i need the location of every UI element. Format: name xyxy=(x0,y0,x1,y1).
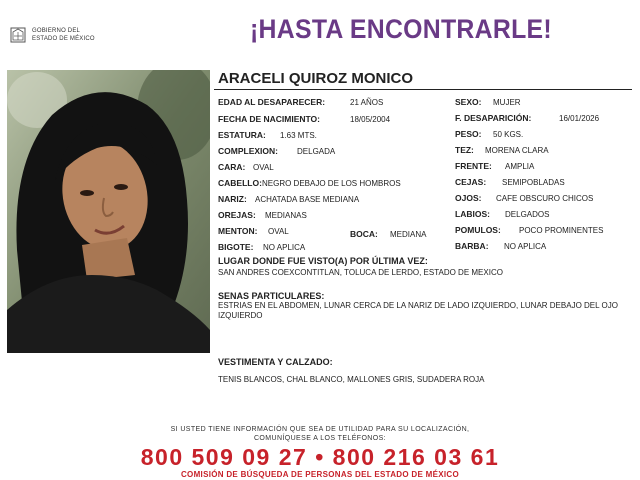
field-label-face: CARA: xyxy=(218,162,246,172)
field-label-mustache: BIGOTE: xyxy=(218,242,254,252)
field-label-lips: LABIOS: xyxy=(455,209,490,219)
field-value-disappearance-date: 16/01/2026 xyxy=(559,114,600,123)
distinguishing-marks-text: ESTRIAS EN EL ABDOMEN, LUNAR CERCA DE LA NARIZ DE LADO IZQUIERDO, LUNAR DEBAJO DEL OJO IZQUIERDO xyxy=(218,301,618,320)
person-name: ARACELI QUIROZ MONICO xyxy=(218,70,413,87)
state-emblem-icon xyxy=(8,24,28,46)
missing-person-photo xyxy=(7,70,210,353)
clothing-heading: VESTIMENTA Y CALZADO: xyxy=(218,357,333,367)
field-label-chin: MENTON: xyxy=(218,226,258,236)
field-label-weight: PESO: xyxy=(455,129,482,139)
government-logo xyxy=(8,24,118,46)
last-seen-heading: LUGAR DONDE FUE VISTO(A) POR ÚLTIMA VEZ: xyxy=(218,256,428,266)
name-underline xyxy=(214,89,632,90)
field-value-mustache: NO APLICA xyxy=(263,243,306,252)
field-label-birthdate: FECHA DE NACIMIENTO: xyxy=(218,114,320,124)
info-line-1: SI USTED TIENE INFORMACIÓN QUE SEA DE UTILIDAD PARA SU LOCALIZACIÓN, xyxy=(170,426,470,433)
distinguishing-marks-heading: SENAS PARTICULARES: xyxy=(218,291,325,301)
field-label-nose: NARIZ: xyxy=(218,194,247,204)
info-line-2: COMUNÍQUESE A LOS TELÉFONOS: xyxy=(253,435,387,442)
field-label-sex: SEXO: xyxy=(455,97,482,107)
field-label-mouth: BOCA: xyxy=(350,229,378,239)
field-label-build: COMPLEXION: xyxy=(218,146,278,156)
clothing-text: TENIS BLANCOS, CHAL BLANCO, MALLONES GRIS, SUDADERA ROJA xyxy=(218,375,485,384)
field-value-beard: NO APLICA xyxy=(504,242,547,251)
field-value-lips: DELGADOS xyxy=(505,210,550,219)
field-label-height: ESTATURA: xyxy=(218,130,266,140)
field-value-age: 21 AÑOS xyxy=(350,98,384,107)
field-value-cheekbones: POCO PROMINENTES xyxy=(519,226,604,235)
field-label-beard: BARBA: xyxy=(455,241,489,251)
logo-line-2: ESTADO DE MÉXICO xyxy=(32,36,95,42)
field-label-age: EDAD AL DESAPARECER: xyxy=(218,97,326,107)
field-value-eyes: CAFE OBSCURO CHICOS xyxy=(496,194,594,203)
contact-phone-numbers[interactable]: 800 509 09 27 • 800 216 03 61 xyxy=(140,444,500,470)
field-label-eyes: OJOS: xyxy=(455,193,482,203)
field-value-face: OVAL xyxy=(253,163,274,172)
commission-name: COMISIÓN DE BÚSQUEDA DE PERSONAS DEL ESTADO DE MÉXICO xyxy=(180,470,459,479)
field-value-eyebrows: SEMIPOBLADAS xyxy=(502,178,565,187)
banner-title: ¡HASTA ENCONTRARLE! xyxy=(250,14,552,44)
field-value-ears: MEDIANAS xyxy=(265,211,307,220)
last-seen-location: SAN ANDRES COEXCONTITLAN, TOLUCA DE LERDO, ESTADO DE MEXICO xyxy=(218,268,503,277)
field-value-nose: ACHATADA BASE MEDIANA xyxy=(255,195,360,204)
field-value-weight: 50 KGS. xyxy=(493,130,524,139)
field-value-chin: OVAL xyxy=(268,227,289,236)
field-value-build: DELGADA xyxy=(297,147,336,156)
field-label-ears: OREJAS: xyxy=(218,210,256,220)
field-value-mouth: MEDIANA xyxy=(390,230,427,239)
field-label-forehead: FRENTE: xyxy=(455,161,492,171)
field-label-eyebrows: CEJAS: xyxy=(455,177,487,187)
field-value-hair: NEGRO DEBAJO DE LOS HOMBROS xyxy=(262,179,401,188)
field-label-cheekbones: POMULOS: xyxy=(455,225,501,235)
field-label-complexion: TEZ: xyxy=(455,145,474,155)
logo-line-1: GOBIERNO DEL xyxy=(32,28,81,34)
field-label-hair: CABELLO: xyxy=(218,178,262,188)
field-value-complexion: MORENA CLARA xyxy=(485,146,549,155)
field-value-forehead: AMPLIA xyxy=(505,162,535,171)
field-value-height: 1.63 MTS. xyxy=(280,131,317,140)
portrait-illustration xyxy=(7,70,210,353)
field-value-sex: MUJER xyxy=(493,98,521,107)
field-label-disappearance-date: F. DESAPARICIÓN: xyxy=(455,113,532,123)
field-value-birthdate: 18/05/2004 xyxy=(350,115,391,124)
